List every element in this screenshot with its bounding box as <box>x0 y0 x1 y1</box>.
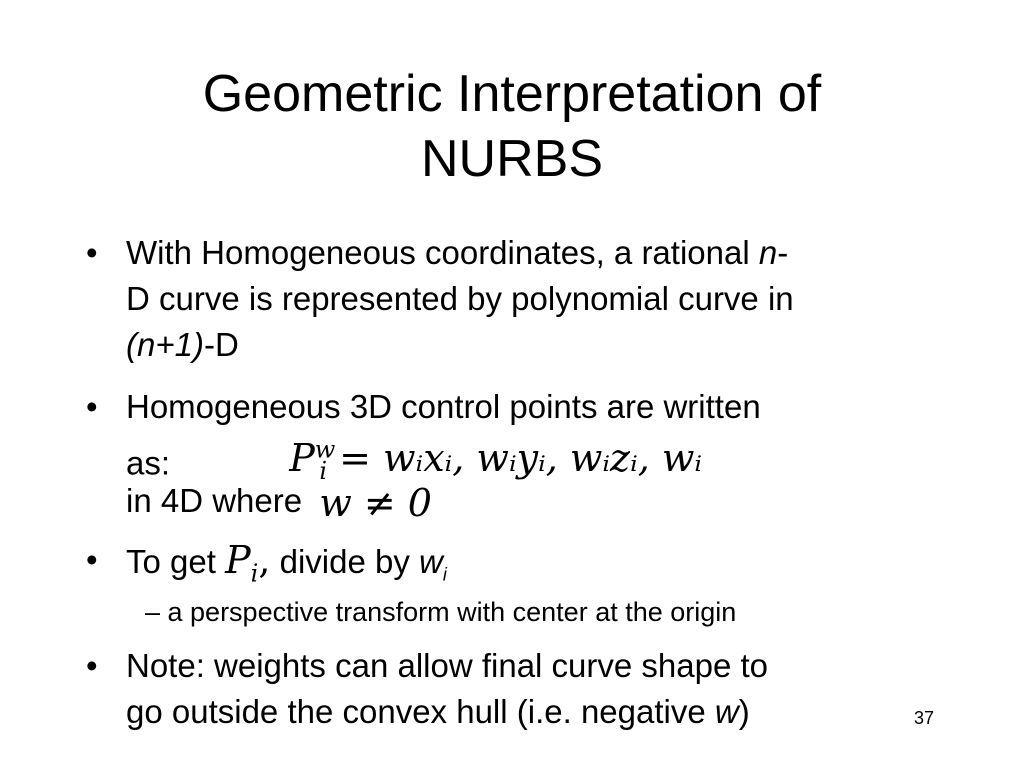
bullet-3-line-1: To get $P_i$, divide by $w_i$ <box>126 538 447 588</box>
slide-title-line-1: Geometric Interpretation of <box>202 65 822 123</box>
bullet-2-line-1: Homogeneous 3D control points are written <box>126 388 761 425</box>
bullet-dot: • <box>86 234 98 271</box>
bullet-4-line-1: Note: weights can allow final curve shape to <box>126 647 769 684</box>
bullet-dot: • <box>86 388 98 425</box>
slide-title <box>0 62 1024 192</box>
control-point-formula: $P^w_i$ = wᵢxᵢ, wᵢyᵢ, wᵢzᵢ, wᵢ <box>289 435 703 486</box>
bullet-dot: • <box>86 647 98 684</box>
sub-bullet-perspective-transform: – a perspective transform with center at the origin <box>145 597 737 627</box>
weight-nonzero-condition: w ≠ 0 <box>319 481 432 525</box>
bullet-1-line-3: (n+1)-D <box>126 326 239 363</box>
point-symbol: $P_i$, <box>225 538 271 588</box>
bullet-dot: • <box>86 541 98 578</box>
slide-title-line-2: NURBS <box>420 130 604 188</box>
bullet-1-line-1: With Homogeneous coordinates, a rational n- <box>126 234 789 271</box>
bullet-4-line-2: go outside the convex hull (i.e. negative w) <box>126 693 750 730</box>
bullet-1-line-2: D curve is represented by polynomial curve in <box>126 280 794 317</box>
bullet-2-line-2: as: $P^w_i$ = wᵢxᵢ, wᵢyᵢ, wᵢzᵢ, wᵢ <box>126 435 703 486</box>
page-number: 37 <box>914 708 935 728</box>
bullet-2-line-3: in 4D where w ≠ 0 <box>126 481 432 525</box>
